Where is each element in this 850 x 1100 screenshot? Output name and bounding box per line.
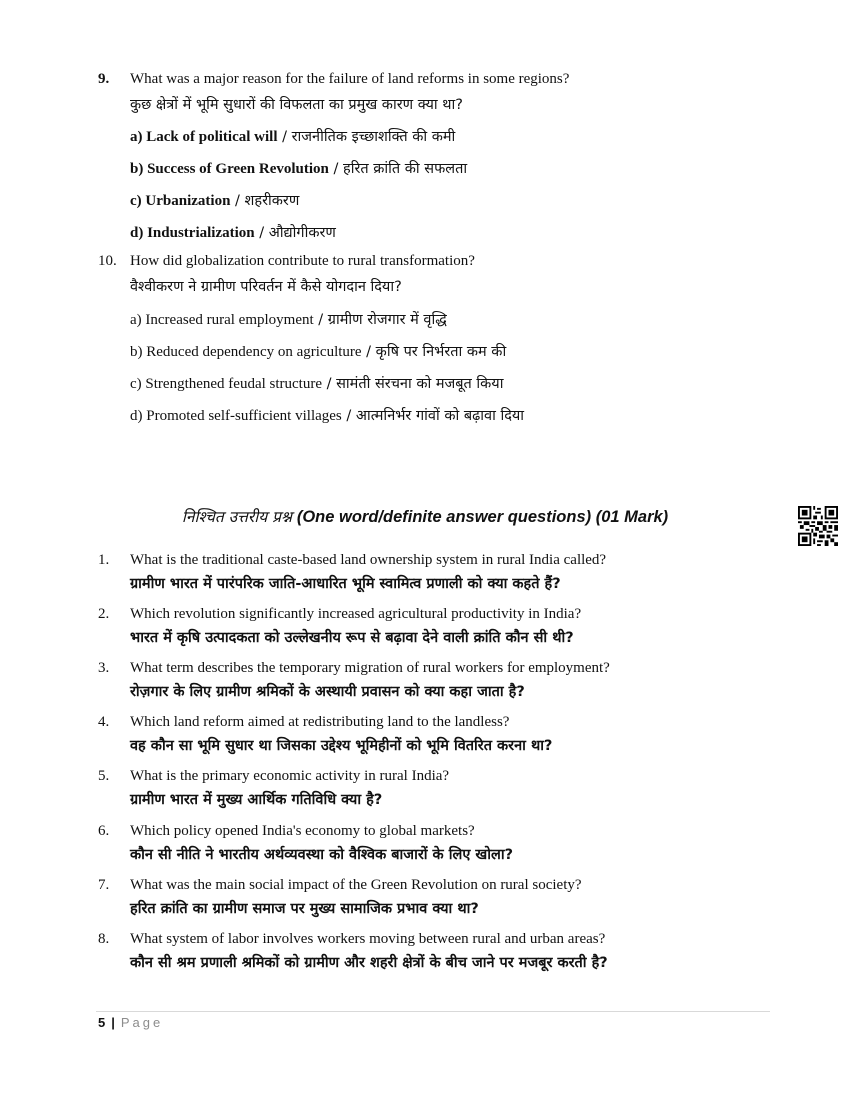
question-text-hi: ग्रामीण भारत में मुख्य आर्थिक गतिविधि क्या है? (130, 792, 383, 808)
option-hi: / औद्योगीकरण (254, 225, 336, 241)
question-number: 10. (98, 253, 117, 269)
option-d (130, 405, 524, 427)
question-number: 2. (98, 606, 110, 622)
page-number: 5 (98, 1015, 106, 1030)
question-text-en: How did globalization contribute to rural transformation? (130, 253, 475, 269)
qr-code-icon (798, 506, 838, 546)
question-text-hi: भारत में कृषि उत्पादकता को उल्लेखनीय रूप से बढ़ावा देने वाली क्रांति कौन सी थी? (130, 630, 574, 646)
option-label: a) Increased rural employment (130, 312, 314, 328)
option-b (130, 341, 506, 363)
section-heading (0, 505, 850, 527)
option-label: d) Industrialization (130, 225, 255, 241)
question-text-en: Which revolution significantly increased agricultural productivity in India? (130, 606, 582, 622)
option-c (130, 190, 299, 212)
option-b (130, 158, 467, 180)
question-text-hi: हरित क्रांति का ग्रामीण समाज पर मुख्य सामाजिक प्रभाव क्या था? (130, 901, 479, 917)
question-number: 4. (98, 714, 110, 730)
question-number: 7. (98, 877, 110, 893)
option-hi: / ग्रामीण रोजगार में वृद्धि (313, 312, 447, 328)
option-hi: / कृषि पर निर्भरता कम की (361, 344, 507, 360)
question-number: 5. (98, 768, 110, 784)
option-label: b) Success of Green Revolution (130, 161, 329, 177)
question-text-hi: वह कौन सा भूमि सुधार था जिसका उद्देश्य भूमिहीनों को भूमि वितरित करना था? (130, 738, 553, 754)
question-text-hi: ग्रामीण भारत में पारंपरिक जाति-आधारित भूमि स्वामित्व प्रणाली को क्या कहते हैं? (130, 576, 561, 592)
option-d (130, 222, 336, 244)
section-heading-en: (One word/definite answer questions) (01 Mark) (296, 508, 669, 526)
option-a (130, 126, 455, 148)
option-hi: / सामंती संरचना को मजबूत किया (322, 376, 504, 392)
question-text-en: Which land reform aimed at redistributing land to the landless? (130, 714, 510, 730)
option-label: b) Reduced dependency on agriculture (130, 344, 362, 360)
option-c (130, 373, 503, 395)
question-text-en: What is the traditional caste-based land ownership system in rural India called? (130, 552, 607, 568)
question-text-hi: कुछ क्षेत्रों में भूमि सुधारों की विफलता का प्रमुख कारण क्या था? (130, 97, 463, 113)
question-number: 1. (98, 552, 110, 568)
option-label: c) Urbanization (130, 193, 231, 209)
question-text-hi: वैश्वीकरण ने ग्रामीण परिवर्तन में कैसे योगदान दिया? (130, 279, 402, 295)
question-text-en: What term describes the temporary migration of rural workers for employment? (130, 660, 610, 676)
footer-divider (96, 1011, 770, 1012)
question-text-hi: कौन सी नीति ने भारतीय अर्थव्यवस्था को वैश्विक बाजारों के लिए खोला? (130, 847, 514, 863)
question-number: 8. (98, 931, 110, 947)
question-text-en: What is the primary economic activity in rural India? (130, 768, 450, 784)
question-text-en: What system of labor involves workers moving between rural and urban areas? (130, 931, 606, 947)
question-number: 6. (98, 823, 110, 839)
option-label: c) Strengthened feudal structure (130, 376, 323, 392)
option-hi: / आत्मनिर्भर गांवों को बढ़ावा दिया (341, 408, 525, 424)
page-label: Page (120, 1015, 164, 1030)
question-text-en: What was the main social impact of the Green Revolution on rural society? (130, 877, 582, 893)
question-number: 3. (98, 660, 110, 676)
section-heading-hi: निश्चित उत्तरीय प्रश्न (181, 508, 297, 526)
option-hi: / राजनीतिक इच्छाशक्ति की कमी (277, 129, 456, 145)
question-text-en: Which policy opened India's economy to global markets? (130, 823, 475, 839)
footer-separator: | (111, 1015, 115, 1030)
question-text-hi: रोज़गार के लिए ग्रामीण श्रमिकों के अस्थायी प्रवासन को क्या कहा जाता है? (130, 684, 525, 700)
option-label: a) Lack of political will (130, 129, 278, 145)
page-footer (98, 1015, 163, 1030)
option-hi: / शहरीकरण (230, 193, 300, 209)
question-text-hi: कौन सी श्रम प्रणाली श्रमिकों को ग्रामीण और शहरी क्षेत्रों के बीच जाने पर मजबूर करती है? (130, 955, 608, 971)
option-a (130, 309, 447, 331)
question-number: 9. (98, 71, 110, 87)
option-hi: / हरित क्रांति की सफलता (328, 161, 468, 177)
question-text-en: What was a major reason for the failure of land reforms in some regions? (130, 71, 570, 87)
option-label: d) Promoted self-sufficient villages (130, 408, 342, 424)
